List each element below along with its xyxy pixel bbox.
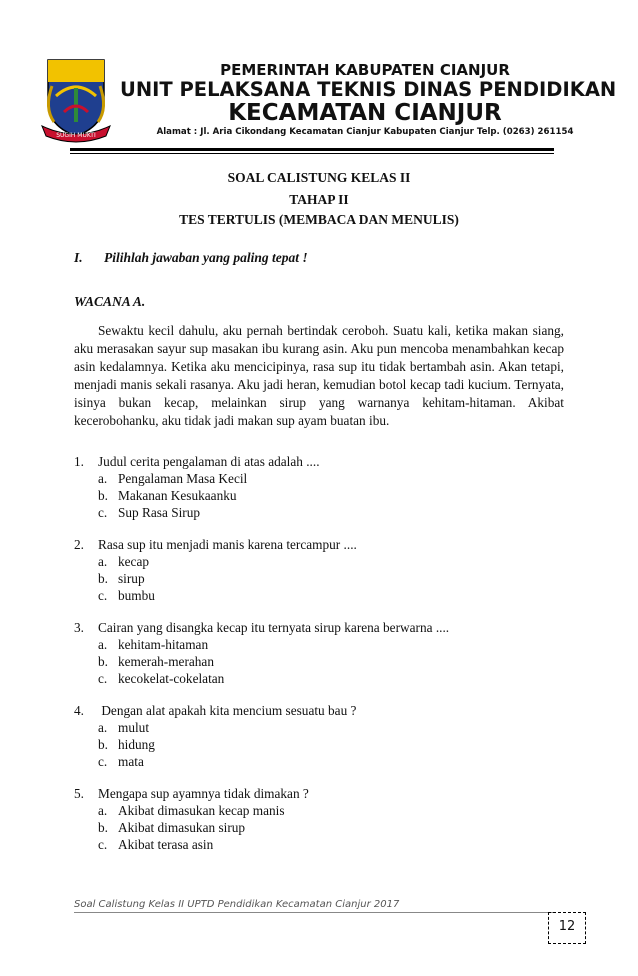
- option: [98, 670, 224, 687]
- option: [98, 570, 145, 587]
- option-text: kemerah-merahan: [118, 654, 214, 669]
- exam-stage: TAHAP II: [289, 192, 349, 207]
- option-text: kecap: [118, 554, 150, 569]
- footer-divider: [74, 912, 554, 913]
- option: [98, 636, 208, 653]
- question-1: [74, 453, 320, 470]
- option-letter: b.: [98, 737, 108, 752]
- option: [98, 653, 214, 670]
- page-number: 12: [558, 919, 576, 934]
- option: [98, 836, 213, 853]
- option-text: Sup Rasa Sirup: [118, 505, 201, 520]
- option-letter: a.: [98, 720, 108, 735]
- option-text: kecokelat-cokelatan: [118, 671, 225, 686]
- question-number: 4.: [74, 703, 84, 718]
- option-text: hidung: [118, 737, 155, 752]
- option: [98, 487, 237, 504]
- regency-emblem-logo: [40, 56, 112, 144]
- question-2: [74, 536, 357, 553]
- option-letter: c.: [98, 671, 108, 686]
- letterhead-government: PEMERINTAH KABUPATEN CIANJUR: [220, 61, 510, 79]
- question-number: 5.: [74, 786, 84, 801]
- option: [98, 470, 247, 487]
- option-letter: a.: [98, 471, 108, 486]
- question-3: [74, 619, 449, 636]
- question-number: 3.: [74, 620, 84, 635]
- question-4: [74, 702, 356, 719]
- option-letter: a.: [98, 637, 108, 652]
- question-number: 2.: [74, 537, 84, 552]
- option-letter: a.: [98, 803, 108, 818]
- question-number: 1.: [74, 454, 84, 469]
- letterhead-address: Alamat : Jl. Aria Cikondang Kecamatan Cianjur Kabupaten Cianjur Telp. (0263) 261154: [156, 127, 574, 137]
- reading-passage: Sewaktu kecil dahulu, aku pernah bertindak ceroboh. Suatu kali, ketika makan siang, aku merasakan sayur sup masakan ibu kurang asin. Aku pun mencoba menambahkan kecap asin kedalamnya. Ketika aku mencicipinya, rasa sup itu tidak bertambah asin. Akan tetapi, menjadi manis sekali rasanya. Aku jadi heran, kemudian botol kecap tadi kucium. Ternyata, isinya bukan kecap, melainkan sirup yang warnanya kehitam-hitaman. Akibat kecerobohanku, aku tidak jadi makan sup ayam buatan ibu.: [74, 323, 564, 428]
- option: [98, 802, 285, 819]
- option: [98, 719, 149, 736]
- option-letter: b.: [98, 820, 108, 835]
- question-5: [74, 785, 309, 802]
- question-text: Mengapa sup ayamnya tidak dimakan ?: [98, 786, 309, 801]
- option-text: mata: [118, 754, 144, 769]
- option: [98, 553, 149, 570]
- option-letter: b.: [98, 571, 108, 586]
- question-text: Rasa sup itu menjadi manis karena tercampur ....: [98, 537, 357, 552]
- exam-subtitle: TES TERTULIS (MEMBACA DAN MENULIS): [179, 212, 459, 227]
- option-letter: b.: [98, 488, 108, 503]
- option-letter: b.: [98, 654, 108, 669]
- footer-text: Soal Calistung Kelas II UPTD Pendidikan Kecamatan Cianjur 2017: [74, 899, 400, 910]
- option: [98, 587, 155, 604]
- option: [98, 753, 144, 770]
- letterhead-unit: UNIT PELAKSANA TEKNIS DINAS PENDIDIKAN: [120, 78, 617, 101]
- letterhead-rule-thick: [70, 148, 554, 151]
- reading-title: WACANA A.: [74, 294, 146, 309]
- option: [98, 819, 245, 836]
- option-text: Akibat dimasukan kecap manis: [118, 803, 285, 818]
- letterhead-rule-thin: [70, 153, 554, 154]
- letterhead-district: KECAMATAN CIANJUR: [228, 100, 502, 126]
- option-text: Makanan Kesukaanku: [118, 488, 237, 503]
- option-text: Akibat dimasukan sirup: [118, 820, 246, 835]
- logo-motto: SUGIH MUKTI: [56, 132, 96, 139]
- option-text: bumbu: [118, 588, 155, 603]
- option-letter: c.: [98, 588, 108, 603]
- option-text: kehitam-hitaman: [118, 637, 209, 652]
- option-letter: c.: [98, 837, 108, 852]
- emblem-icon: [40, 56, 112, 144]
- option-text: mulut: [118, 720, 150, 735]
- exam-title: SOAL CALISTUNG KELAS II: [227, 170, 411, 185]
- option-text: sirup: [118, 571, 145, 586]
- option-letter: c.: [98, 505, 108, 520]
- option: [98, 736, 155, 753]
- option: [98, 504, 200, 521]
- question-text: Cairan yang disangka kecap itu ternyata sirup karena berwarna ....: [98, 620, 450, 635]
- section-instruction: Pilihlah jawaban yang paling tepat !: [104, 250, 308, 265]
- option-text: Akibat terasa asin: [118, 837, 214, 852]
- option-text: Pengalaman Masa Kecil: [118, 471, 248, 486]
- option-letter: a.: [98, 554, 108, 569]
- question-text: Dengan alat apakah kita mencium sesuatu bau ?: [98, 703, 357, 718]
- option-letter: c.: [98, 754, 108, 769]
- question-text: Judul cerita pengalaman di atas adalah ....: [98, 454, 320, 469]
- section-number: I.: [74, 250, 83, 265]
